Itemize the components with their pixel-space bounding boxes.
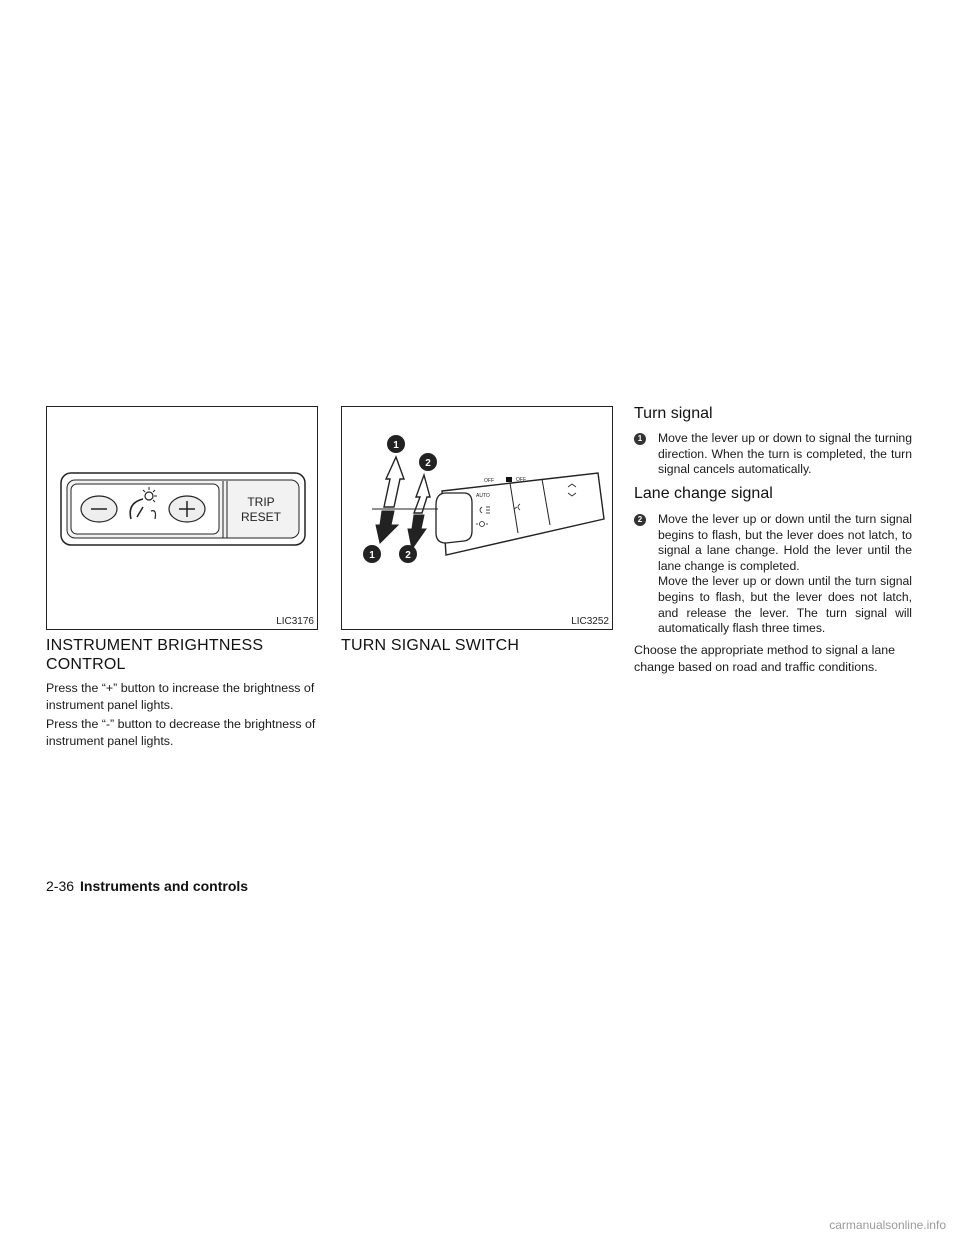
lane-change-text-1: Move the lever up or down until the turn signal begins to flash, but the lever does not latch, to signal a lane change. Hold the lever until the lane change is completed. — [658, 512, 912, 573]
svg-text:1: 1 — [369, 550, 375, 561]
svg-text:2: 2 — [405, 550, 411, 561]
lever-off-label: OFF — [484, 478, 494, 484]
title-line-1: INSTRUMENT BRIGHTNESS — [46, 637, 264, 654]
closing-text: Choose the appropriate method to signal a lane change based on road and traffic conditions. — [634, 643, 896, 674]
figure-code: LIC3176 — [276, 616, 314, 627]
callout-1-bottom — [363, 545, 381, 563]
lever-off-label-2: OFF — [516, 477, 526, 483]
figure-turn-signal-switch — [341, 406, 613, 630]
lane-change-item — [634, 512, 912, 637]
callout-1-top — [387, 435, 405, 453]
figure-code: LIC3252 — [571, 616, 609, 627]
svg-text:2: 2 — [425, 458, 431, 469]
turn-signal-text: Move the lever up or down to signal the turning direction. When the turn is completed, the turn signal cancels automatically. — [658, 431, 912, 477]
callout-2-top — [419, 453, 437, 471]
watermark: carmanualsonline.info — [829, 1218, 946, 1232]
page-footer — [46, 878, 248, 894]
lane-change-text-2: Move the lever up or down until the turn signal begins to flash, but the lever does not latch, and release the lever. The turn signal will automatically flash three times. — [658, 574, 912, 636]
callout-2-bottom — [399, 545, 417, 563]
reset-label: RESET — [240, 510, 282, 524]
turn-signal-lever-illustration — [342, 407, 612, 629]
subheading-lane-change: Lane change signal — [634, 485, 773, 502]
arrow-up-2 — [414, 475, 430, 513]
callout-marker-1: 1 — [634, 433, 646, 445]
svg-text:1: 1 — [393, 440, 399, 451]
callout-marker-2: 2 — [634, 514, 646, 526]
brightness-panel-illustration — [47, 407, 317, 629]
turn-signal-item — [634, 431, 912, 478]
page-number: 2-36 — [46, 878, 75, 894]
arrow-down-1 — [376, 511, 398, 543]
section-title-brightness — [46, 636, 318, 674]
subheading-turn-signal: Turn signal — [634, 405, 713, 422]
figure-brightness-control — [46, 406, 318, 630]
brightness-increase-text: Press the “+” button to increase the brightness of instrument panel lights. — [46, 681, 315, 712]
lever-auto-label: AUTO — [476, 493, 490, 499]
section-title-turn-signal: TURN SIGNAL SWITCH — [341, 637, 520, 654]
footer-section-title: Instruments and controls — [80, 878, 249, 894]
arrow-up-1 — [384, 457, 404, 507]
arrow-down-2 — [408, 515, 426, 549]
title-line-2: CONTROL — [46, 656, 126, 673]
trip-label: TRIP — [247, 495, 275, 509]
brightness-decrease-text: Press the “-” button to decrease the brightness of instrument panel lights. — [46, 717, 316, 748]
